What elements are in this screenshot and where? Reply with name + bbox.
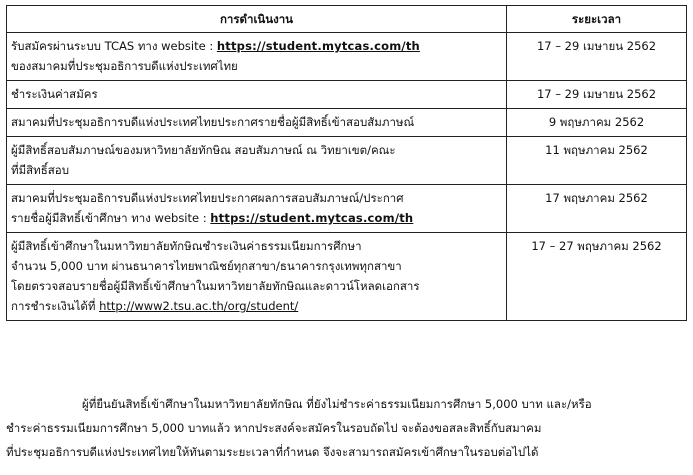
period-cell: 17 – 27 พฤษภาคม 2562 <box>507 233 687 321</box>
note-line: ผู้ที่ยืนยันสิทธิ์เข้าศึกษาในมหาวิทยาลัยทักษิณ ที่ยังไม่ชำระค่าธรรมเนียมการศึกษา 5,000 บาท และ/หรือ <box>82 397 592 411</box>
schedule-table <box>6 5 687 321</box>
note-paragraph <box>6 392 686 464</box>
activity-line <box>11 296 502 316</box>
activity-line <box>11 208 502 228</box>
period-cell: 17 พฤษภาคม 2562 <box>507 185 687 233</box>
activity-line: ชำระเงินค่าสมัคร <box>11 87 98 101</box>
table-header-row <box>7 6 687 33</box>
period-cell: 17 – 29 เมษายน 2562 <box>507 33 687 81</box>
activity-cell <box>7 233 507 321</box>
mytcas-link[interactable]: https://student.mytcas.com/th <box>216 39 420 53</box>
activity-line: ผู้มีสิทธิ์สอบสัมภาษณ์ของมหาวิทยาลัยทักษิณ สอบสัมภาษณ์ ณ วิทยาเขต/คณะ <box>11 143 396 157</box>
activity-line: ที่มีสิทธิ์สอบ <box>11 163 70 177</box>
note-line: ชำระค่าธรรมเนียมการศึกษา 5,000 บาทแล้ว หากประสงค์จะสมัครในรอบถัดไป จะต้องขอสละสิทธิ์กับสมาคม <box>6 421 542 435</box>
table-row <box>7 185 687 233</box>
activity-line: สมาคมที่ประชุมอธิการบดีแห่งประเทศไทยประกาศผลการสอบสัมภาษณ์/ประกาศ <box>11 191 404 205</box>
activity-text: การชำระเงินได้ที่ <box>11 299 100 313</box>
activity-line: สมาคมที่ประชุมอธิการบดีแห่งประเทศไทยประกาศรายชื่อผู้มีสิทธิ์เข้าสอบสัมภาษณ์ <box>11 115 415 129</box>
period-cell: 11 พฤษภาคม 2562 <box>507 137 687 185</box>
activity-cell <box>7 109 507 137</box>
mytcas-link[interactable]: https://student.mytcas.com/th <box>210 211 414 225</box>
activity-text: รับสมัครผ่านระบบ TCAS ทาง website : <box>11 39 217 53</box>
activity-line: จำนวน 5,000 บาท ผ่านธนาคารไทยพาณิชย์ทุกสาขา/ธนาคารกรุงเทพทุกสาขา <box>11 259 402 273</box>
header-activity: การดำเนินงาน <box>7 6 507 33</box>
header-period: ระยะเวลา <box>507 6 687 33</box>
table-row <box>7 137 687 185</box>
table-row <box>7 33 687 81</box>
tsu-student-link[interactable]: http://www2.tsu.ac.th/org/student/ <box>99 299 299 313</box>
activity-line: ผู้มีสิทธิ์เข้าศึกษาในมหาวิทยาลัยทักษิณชำระเงินค่าธรรมเนียมการศึกษา <box>11 239 362 253</box>
activity-cell <box>7 81 507 109</box>
activity-line: โดยตรวจสอบรายชื่อผู้มีสิทธิ์เข้าศึกษาในมหาวิทยาลัยทักษิณและดาวน์โหลดเอกสาร <box>11 279 420 293</box>
activity-text: รายชื่อผู้มีสิทธิ์เข้าศึกษา ทาง website : <box>11 211 211 225</box>
table-row <box>7 81 687 109</box>
note-line: ที่ประชุมอธิการบดีแห่งประเทศไทยให้ทันตามระยะเวลาที่กำหนด จึงจะสามารถสมัครเข้าศึกษาในรอบต่อไปได้ <box>6 445 539 459</box>
activity-line <box>11 36 502 56</box>
period-cell: 9 พฤษภาคม 2562 <box>507 109 687 137</box>
activity-line: ของสมาคมที่ประชุมอธิการบดีแห่งประเทศไทย <box>11 59 238 73</box>
activity-cell <box>7 137 507 185</box>
activity-cell <box>7 185 507 233</box>
activity-cell <box>7 33 507 81</box>
period-cell: 17 – 29 เมษายน 2562 <box>507 81 687 109</box>
table-row <box>7 233 687 321</box>
table-row <box>7 109 687 137</box>
